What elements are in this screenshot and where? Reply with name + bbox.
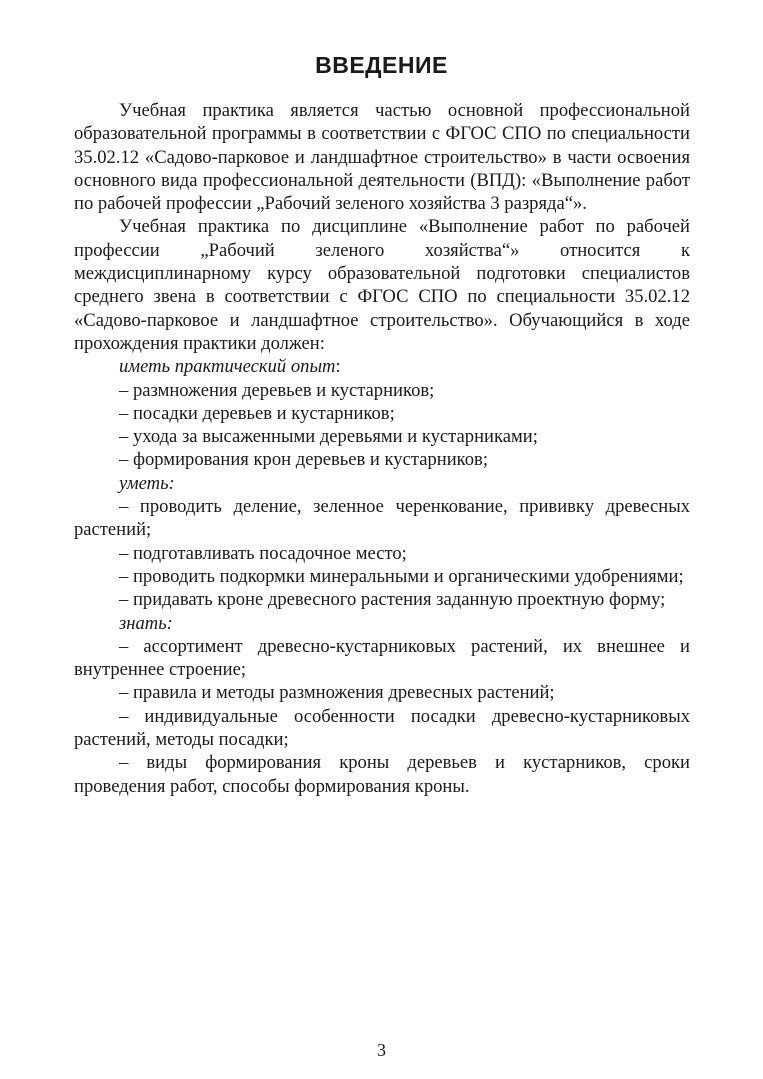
list-item: – ухода за высаженными деревьями и кустарниками; xyxy=(119,426,538,448)
document-body xyxy=(74,99,690,798)
list-item: – индивидуальные особенности посадки древесно-кустарниковых растений, методы посадки; xyxy=(74,705,690,751)
list-item: – проводить деление, зеленное черенкование, прививку древесных растений; xyxy=(74,496,690,541)
experience-label-line xyxy=(74,355,690,378)
list-item: – формирования крон деревьев и кустарников; xyxy=(119,449,488,471)
list-item: – правила и методы размножения древесных растений; xyxy=(119,682,555,704)
list-item: – посадки деревьев и кустарников; xyxy=(119,402,395,424)
list-item: – придавать кроне древесного растения заданную проектную форму; xyxy=(119,589,666,611)
intro-paragraph-2: Учебная практика по дисциплине «Выполнение работ по рабочей профессии „Рабочий зеленого хозяйства“» относится к междисциплинарному курсу образовательной подготовки специалистов среднего звена в соответствии с ФГОС СПО по специальности 35.02.12 «Садово-парковое и ландшафтное строительство». Обучающийся в ходе прохождения практики должен: xyxy=(74,216,690,354)
page-number: 3 xyxy=(377,1040,386,1060)
experience-label: иметь практический опыт xyxy=(119,356,336,378)
list-item: – ассортимент древесно-кустарниковых растений, их внешнее и внутреннее строение; xyxy=(74,635,690,681)
knowledge-label: знать: xyxy=(119,612,173,634)
page-title: ВВЕДЕНИЕ xyxy=(315,52,448,78)
intro-paragraph-1: Учебная практика является частью основной профессиональной образовательной программы в соответствии с ФГОС СПО по специальности 35.02.12 «Садово-парковое и ландшафтное строительство» в части освоения основного вида профессиональной деятельности (ВПД): «Выполнение работ по рабочей профессии „Рабочий зеленого хозяйства 3 разряда“». xyxy=(74,100,690,215)
list-item: – подготавливать посадочное место; xyxy=(119,542,407,564)
list-item: – виды формирования кроны деревьев и кустарников, сроки проведения работ, способы формирования кроны. xyxy=(74,752,690,797)
skills-label: уметь: xyxy=(119,472,175,494)
list-item: – размножения деревьев и кустарников; xyxy=(119,379,435,401)
list-item: – проводить подкормки минеральными и органическими удобрениями; xyxy=(119,565,684,587)
experience-colon: : xyxy=(335,356,341,378)
